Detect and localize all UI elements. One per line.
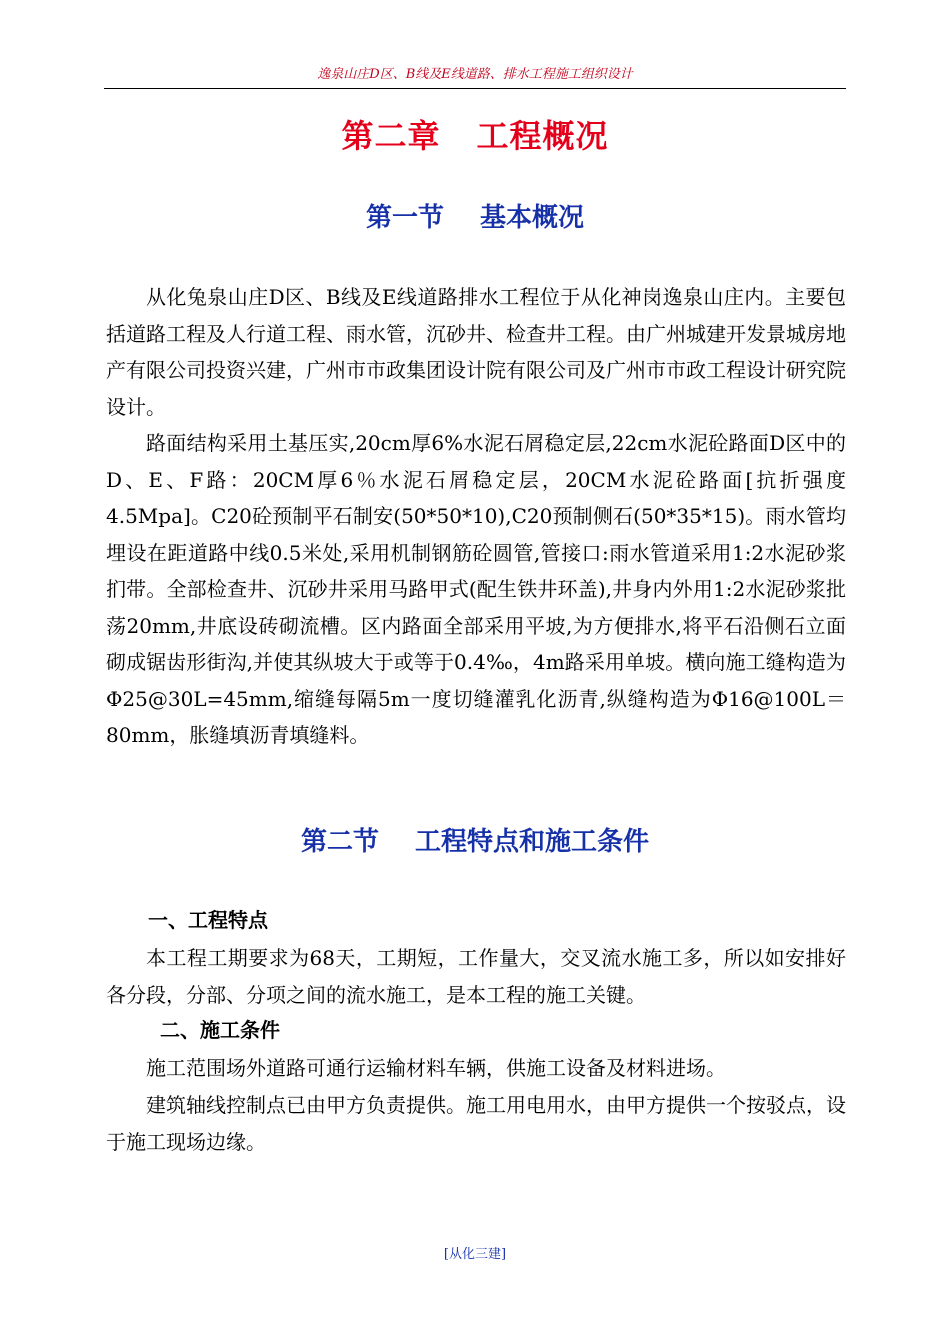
- page-footer: [从化三建]: [443, 1247, 507, 1262]
- subheading-project-features: 一、工程特点: [148, 908, 268, 932]
- subheading-construction-conditions: 二、施工条件: [160, 1018, 280, 1042]
- section-1-paragraph-1: 从化兔泉山庄D区、B线及E线道路排水工程位于从化神岗逸泉山庄内。主要包括道路工程及人行道工程、雨水管，沉砂井、检查井工程。由广州城建开发景城房地产有限公司投资兴建，广州市市政集团设计院有限公司及广州市市政工程设计研究院设计。: [106, 285, 846, 419]
- section-1-title: [0, 199, 950, 237]
- chapter-label: 第二章: [341, 117, 441, 155]
- construction-conditions-paragraph-1: 施工范围场外道路可通行运输材料车辆，供施工设备及材料进场。: [146, 1056, 726, 1080]
- construction-conditions-paragraph-2: 建筑轴线控制点已由甲方负责提供。施工用电用水，由甲方提供一个按驳点，设于施工现场边缘。: [106, 1093, 846, 1154]
- header-divider: [104, 88, 846, 89]
- chapter-title: [0, 114, 950, 158]
- section-1-paragraph-2: 路面结构采用土基压实,20cm厚6%水泥石屑稳定层,22cm水泥砼路面D区中的D、E、F路：20CM厚6％水泥石屑稳定层，20CM水泥砼路面[抗折强度4.5Mpa]。C20砼预制平石制安(50*50*10),C20预制侧石(50*35*15)。雨水管均埋设在距道路中线0.5米处,采用机制钢筋砼圆管,管接口:雨水管道采用1:2水泥砂浆扪带。全部检查井、沉砂井采用马路甲式(配生铁井环盖),井身内外用1:2水泥砂浆批荡20mm,井底设砖砌流槽。区内路面全部采用平坡,为方便排水,将平石沿侧石立面砌成锯齿形街沟,并使其纵坡大于或等于0.4‰，4m路采用单坡。横向施工缝构造为Φ25@30L=45mm,缩缝每隔5m一度切缝灌乳化沥青,纵缝构造为Φ16@100L＝80mm，胀缝填沥青填缝料。: [106, 431, 846, 747]
- section-1-label: 第一节: [365, 203, 444, 233]
- section-2-label: 第二节: [300, 827, 379, 857]
- chapter-name: 工程概况: [476, 117, 609, 155]
- section-1-name: 基本概况: [480, 203, 585, 233]
- section-2-title: [0, 823, 950, 861]
- project-features-paragraph: 本工程工期要求为68天，工期短，工作量大，交叉流水施工多，所以如安排好各分段，分部、分项之间的流水施工，是本工程的施工关键。: [106, 946, 846, 1007]
- page-header: 逸泉山庄D区、B线及E线道路、排水工程施工组织设计: [317, 67, 633, 82]
- section-2-name: 工程特点和施工条件: [415, 827, 650, 857]
